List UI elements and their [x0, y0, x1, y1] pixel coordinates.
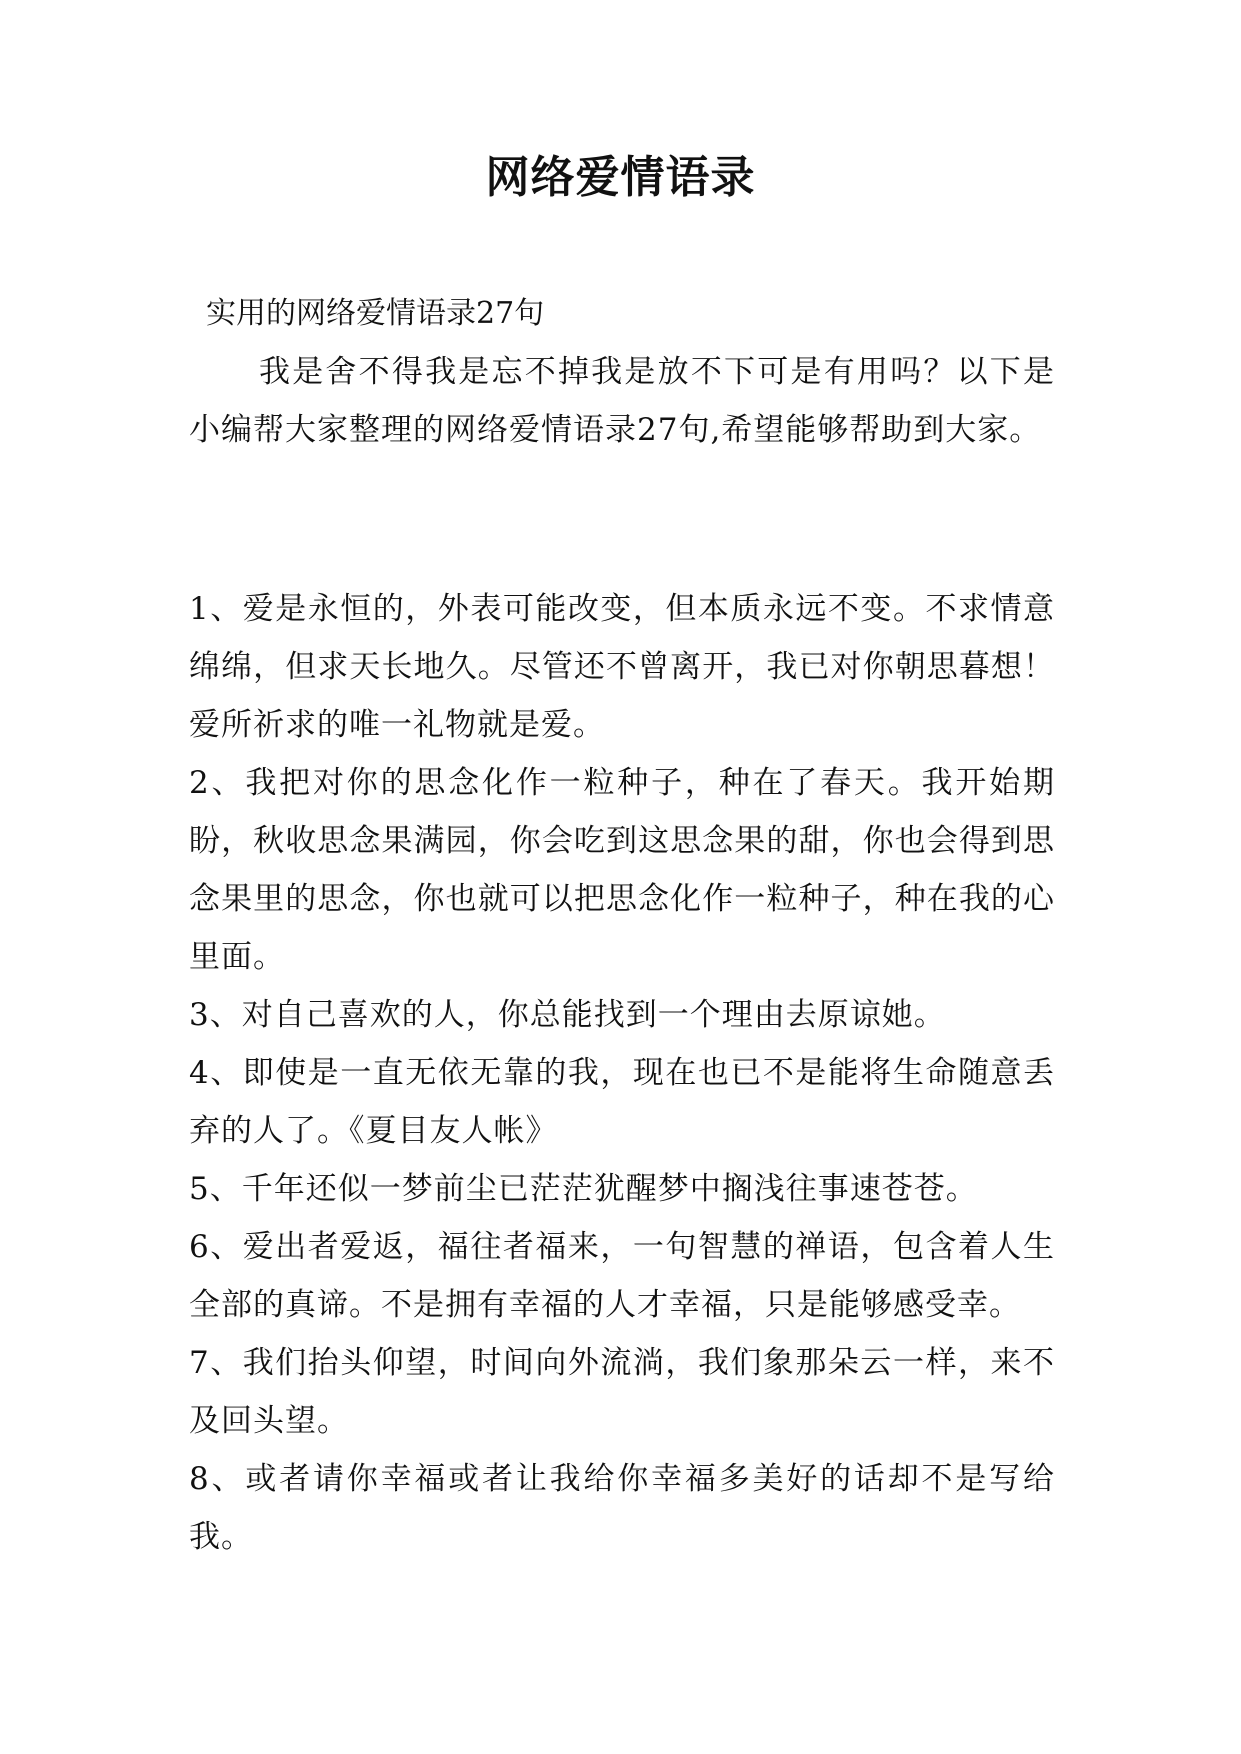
- quote-item-3: 3、对自己喜欢的人，你总能找到一个理由去原谅她。: [189, 997, 946, 1033]
- quote-item-1: 1、爱是永恒的，外表可能改变，但本质永远不变。不求情意绵绵，但求天长地久。尽管还不曾离开，我已对你朝思暮想！爱所祈求的唯一礼物就是爱。: [189, 591, 1055, 743]
- quote-item-8: 8、或者请你幸福或者让我给你幸福多美好的话却不是写给我。: [189, 1461, 1055, 1555]
- intro-paragraph: 我是舍不得我是忘不掉我是放不下可是有用吗？以下是小编帮大家整理的网络爱情语录27句,希望能够帮助到大家。: [189, 354, 1055, 448]
- quote-item-4: 4、即使是一直无依无靠的我，现在也已不是能将生命随意丢弃的人了。《夏目友人帐》: [189, 1055, 1055, 1149]
- subtitle: 实用的网络爱情语录27句: [206, 296, 545, 331]
- quote-item-6: 6、爱出者爱返，福往者福来，一句智慧的禅语，包含着人生全部的真谛。不是拥有幸福的人才幸福，只是能够感受幸。: [189, 1229, 1055, 1323]
- quote-list: [189, 580, 1055, 1566]
- page-title: 网络爱情语录: [485, 152, 756, 203]
- quote-item-2: 2、我把对你的思念化作一粒种子，种在了春天。我开始期盼，秋收思念果满园，你会吃到这思念果的甜，你也会得到思念果里的思念，你也就可以把思念化作一粒种子，种在我的心里面。: [189, 765, 1055, 975]
- quote-item-5: 5、千年还似一梦前尘已茫茫犹醒梦中搁浅往事速苍苍。: [189, 1171, 978, 1207]
- quote-item-7: 7、我们抬头仰望，时间向外流淌，我们象那朵云一样，来不及回头望。: [189, 1345, 1055, 1439]
